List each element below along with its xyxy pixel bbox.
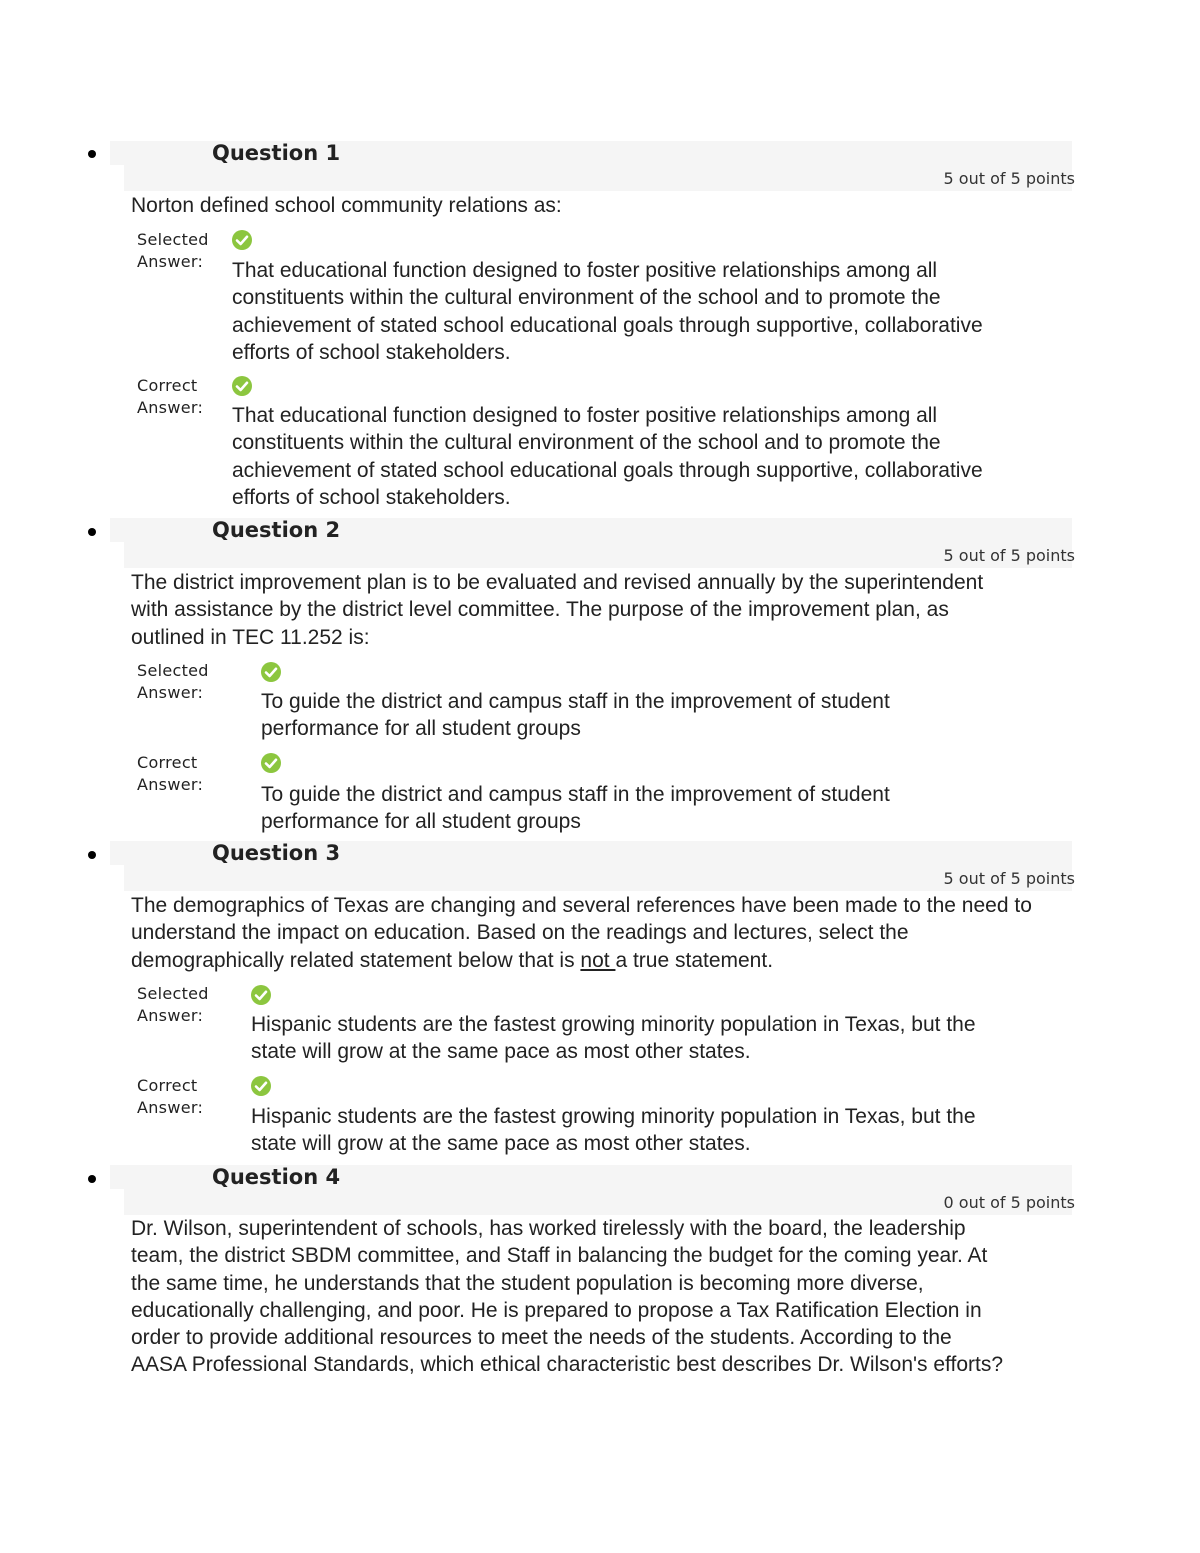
question-text: Norton defined school community relations as: (131, 194, 562, 217)
question-title: Question 3 (212, 841, 341, 865)
selected-answer-label: Selected Answer: (137, 984, 209, 1025)
question-title: Question 2 (212, 518, 341, 542)
correct-answer-label: Correct Answer: (137, 753, 204, 794)
question-header-bar (124, 542, 1072, 568)
check-circle-icon (251, 1076, 271, 1096)
correct-answer-text: To guide the district and campus staff in the improvement of student performance for all student groups (261, 783, 890, 834)
question-header-bar (124, 865, 1072, 891)
check-circle-icon (251, 985, 271, 1005)
question-header-bar (124, 165, 1072, 191)
check-circle-icon (232, 230, 252, 250)
selected-answer-label: Selected Answer: (137, 661, 209, 702)
question-title: Question 4 (212, 1165, 341, 1189)
check-circle-icon (232, 376, 252, 396)
question-text: The district improvement plan is to be evaluated and revised annually by the superintendent with assistance by the district level committee. The purpose of the improvement plan, as outlined in TEC 11.252 is: (131, 571, 984, 649)
list-bullet (88, 150, 96, 158)
correct-answer-text: That educational function designed to foster positive relationships among all constituents within the cultural environment of the school and to promote the achievement of stated school educational goals through supportive, collaborative efforts of school stakeholders. (232, 404, 983, 509)
question-title: Question 1 (212, 141, 341, 165)
question-header-bar (124, 1189, 1072, 1215)
question-points: 0 out of 5 points (943, 1193, 1075, 1212)
correct-answer-label: Correct Answer: (137, 1076, 204, 1117)
question-text: Dr. Wilson, superintendent of schools, has worked tirelessly with the board, the leadership team, the district SBDM committee, and Staff in balancing the budget for the coming year. At the same time, he understands that the student population is becoming more diverse, educationally challenging, and poor. He is prepared to propose a Tax Ratification Election in order to provide additional resources to meet the needs of the students. According to the AASA Professional Standards, which ethical characteristic best describes Dr. Wilson's efforts? (131, 1217, 1004, 1377)
check-circle-icon (261, 753, 281, 773)
question-points: 5 out of 5 points (943, 869, 1075, 888)
check-circle-icon (261, 662, 281, 682)
selected-answer-text: To guide the district and campus staff in the improvement of student performance for all student groups (261, 690, 890, 741)
question-points: 5 out of 5 points (943, 169, 1075, 188)
list-bullet (88, 851, 96, 859)
question-points: 5 out of 5 points (943, 546, 1075, 565)
correct-answer-label: Correct Answer: (137, 376, 204, 417)
list-bullet (88, 1175, 96, 1183)
selected-answer-label: Selected Answer: (137, 230, 209, 271)
selected-answer-text: That educational function designed to foster positive relationships among all constituents within the cultural environment of the school and to promote the achievement of stated school educational goals through supportive, collaborative efforts of school stakeholders. (232, 259, 983, 364)
selected-answer-text: Hispanic students are the fastest growing minority population in Texas, but the state will grow at the same pace as most other states. (251, 1013, 976, 1064)
question-text: The demographics of Texas are changing and several references have been made to the need to understand the impact on education. Based on the readings and lectures, select the demographically related statement below that is not a true statement. (131, 894, 1032, 972)
correct-answer-text: Hispanic students are the fastest growing minority population in Texas, but the state will grow at the same pace as most other states. (251, 1105, 976, 1156)
emphasis-not: not (580, 948, 616, 972)
list-bullet (88, 528, 96, 536)
